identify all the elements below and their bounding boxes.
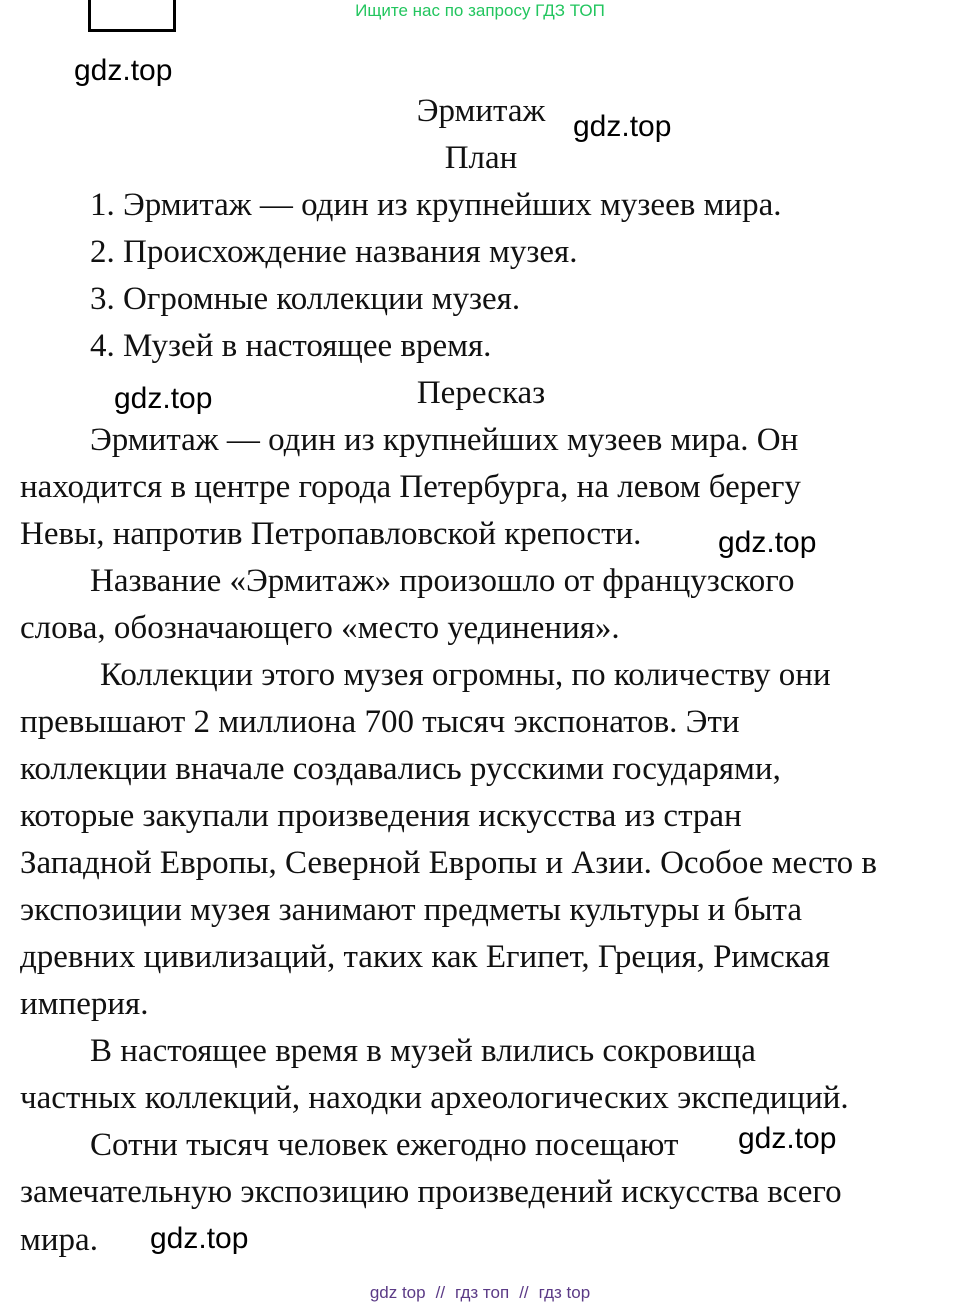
watermark: gdz.top [114,382,213,415]
text-line: Название «Эрмитаж» произошло от французского [90,563,795,599]
plan-item: 3. Огромные коллекции музея. [90,281,521,317]
text-line: замечательную экспозицию произведений искусства всего [20,1174,842,1210]
text-line: Западной Европы, Северной Европы и Азии. Особое место в [20,845,877,881]
page-title: Эрмитаж [416,93,546,129]
footer-link[interactable]: gdz top [369,1283,426,1302]
plan-item: 2. Происхождение названия музея. [90,234,578,270]
watermark: gdz.top [74,54,173,87]
text-line: находится в центре города Петербурга, на левом берегу [20,469,801,505]
corner-bracket-mark [88,0,176,32]
top-banner: Ищите нас по запросу ГДЗ ТОП [355,1,605,20]
text-line: которые закупали произведения искусства из стран [20,798,742,834]
text-line: Коллекции этого музея огромны, по количеству они [100,657,831,693]
plan-item: 4. Музей в настоящее время. [90,328,492,364]
plan-item: 1. Эрмитаж — один из крупнейших музеев мира. [90,187,782,223]
text-line: В настоящее время в музей влились сокровища [90,1033,756,1069]
text-line: коллекции вначале создавались русскими государями, [20,751,781,787]
watermark: gdz.top [150,1222,249,1255]
watermark: gdz.top [738,1122,837,1155]
footer-links [0,1282,960,1304]
text-line: превышают 2 миллиона 700 тысяч экспонатов. Эти [20,704,740,740]
plan-heading: План [444,140,518,176]
text-line: Сотни тысяч человек ежегодно посещают [90,1127,679,1163]
watermark: gdz.top [573,110,672,143]
footer-separator: // [519,1283,529,1302]
footer-link[interactable]: гдз top [538,1283,591,1302]
footer-link[interactable]: гдз топ [455,1283,510,1302]
text-line: древних цивилизаций, таких как Египет, Греция, Римская [20,939,830,975]
watermark: gdz.top [718,526,817,559]
text-line: Невы, напротив Петропавловской крепости. [20,516,642,552]
text-line: Эрмитаж — один из крупнейших музеев мира. Он [90,422,799,458]
text-line: частных коллекций, находки археологических экспедиций. [20,1080,849,1116]
text-line: слова, обозначающего «место уединения». [20,610,620,646]
text-line: мира. [20,1222,98,1258]
retelling-heading: Пересказ [416,375,546,411]
footer-separator: // [435,1283,446,1302]
text-line: империя. [20,986,149,1022]
text-line: экспозиции музея занимают предметы культуры и быта [20,892,802,928]
